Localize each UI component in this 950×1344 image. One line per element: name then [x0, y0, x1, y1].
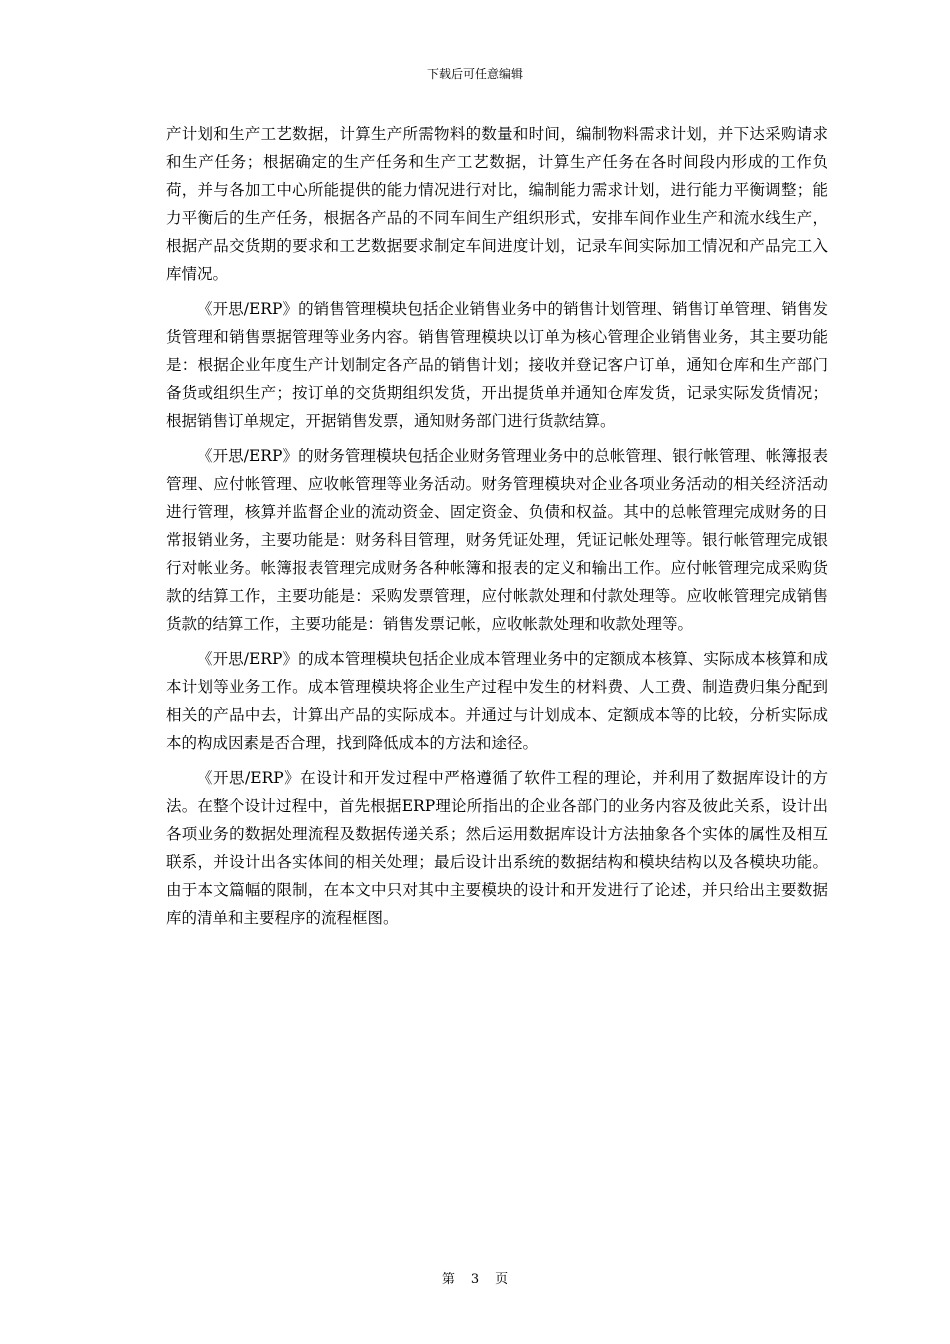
paragraph-production: 产计划和生产工艺数据，计算生产所需物料的数量和时间，编制物料需求计划，并下达采购请求和生产任务；根据确定的生产任务和生产工艺数据，计算生产任务在各时间段内形成的工作负荷，并与各加工中心所能提供的能力情况进行对比，编制能力需求计划，进行能力平衡调整；能力平衡后的生产任务，根据各产品的不同车间生产组织形式，安排车间作业生产和流水线生产，根据产品交货期的要求和工艺数据要求制定车间进度计划，记录车间实际加工情况和产品完工入库情况。 — [166, 125, 828, 283]
page-number: 3 — [470, 1272, 480, 1287]
body-text — [166, 120, 828, 939]
paragraph-design: 《开思/ERP》在设计和开发过程中严格遵循了软件工程的理论，并利用了数据库设计的方法。在整个设计过程中，首先根据ERP理论所指出的企业各部门的业务内容及彼此关系，设计出各项业务的数据处理流程及数据传递关系；然后运用数据库设计方法抽象各个实体的属性及相互联系，并设计出各实体间的相关处理；最后设计出系统的数据结构和模块结构以及各模块功能。由于本文篇幅的限制，在本文中只对其中主要模块的设计和开发进行了论述，并只给出主要数据库的清单和主要程序的流程框图。 — [166, 769, 828, 927]
paragraph-cost: 《开思/ERP》的成本管理模块包括企业成本管理业务中的定额成本核算、实际成本核算和成本计划等业务工作。成本管理模块将企业生产过程中发生的材料费、人工费、制造费归集分配到相关的产品中去，计算出产品的实际成本。并通过与计划成本、定额成本等的比较，分析实际成本的构成因素是否合理，找到降低成本的方法和途径。 — [166, 650, 828, 752]
paragraph-finance: 《开思/ERP》的财务管理模块包括企业财务管理业务中的总帐管理、银行帐管理、帐簿报表管理、应付帐管理、应收帐管理等业务活动。财务管理模块对企业各项业务活动的相关经济活动进行管理，核算并监督企业的流动资金、固定资金、负债和权益。其中的总帐管理完成财务的日常报销业务，主要功能是：财务科目管理，财务凭证处理，凭证记帐处理等。银行帐管理完成银行对帐业务。帐簿报表管理完成财务各种帐簿和报表的定义和输出工作。应付帐管理完成采购货款的结算工作，主要功能是：采购发票管理，应付帐款处理和付款处理等。应收帐管理完成销售货款的结算工作，主要功能是：销售发票记帐，应收帐款处理和收款处理等。 — [166, 447, 828, 633]
page-footer-prefix: 第 — [441, 1272, 455, 1287]
page-footer — [0, 1271, 950, 1289]
paragraph-sales: 《开思/ERP》的销售管理模块包括企业销售业务中的销售计划管理、销售订单管理、销售发货管理和销售票据管理等业务内容。销售管理模块以订单为核心管理企业销售业务，其主要功能是：根据企业年度生产计划制定各产品的销售计划；接收并登记客户订单，通知仓库和生产部门备货或组织生产；按订单的交货期组织发货，开出提货单并通知仓库发货，记录实际发货情况；根据销售订单规定，开据销售发票，通知财务部门进行货款结算。 — [166, 300, 828, 430]
page-footer-suffix: 页 — [495, 1272, 509, 1287]
page-header: 下载后可任意编辑 — [426, 67, 523, 81]
